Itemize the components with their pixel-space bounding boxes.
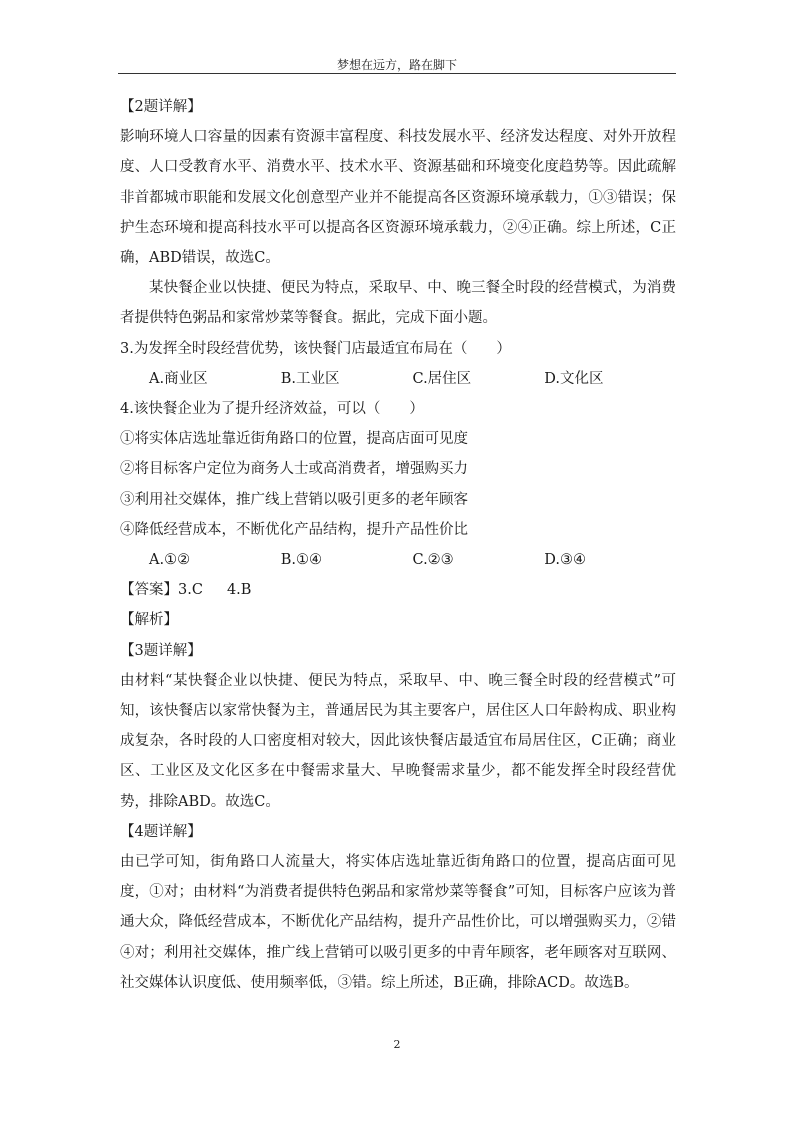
q3-option-d: D.文化区 — [544, 370, 604, 387]
answer-label: 【答案】 — [120, 582, 178, 599]
q3-detail-heading: 【3题详解】 — [120, 642, 202, 659]
page-number: 2 — [393, 1038, 401, 1051]
answer-q4: 4.B — [226, 582, 252, 599]
q4-statement-4: ④降低经营成本，不断优化产品结构，提升产品性价比 — [120, 521, 468, 538]
q3-stem: 3.为发挥全时段经营优势，该快餐门店最适宜布局在（ ） — [120, 340, 511, 357]
q4-detail-body: 由已学可知，街角路口人流量大，将实体店选址靠近街角路口的位置，提高店面可见度，①对；由材料“为消费者提供特色粥品和家常炒菜等餐食”可知，目标客户应该为普通大众，降低经营成本，不断优化产品结构，提升产品性价比，可以增强购买力，②错④对；利用社交媒体，推广线上营销可以吸引更多的中青年顾客，老年顾客对互联网、社交媒体认识度低、使用频率低，③错。综上所述，B正确，排除ACD。故选B。 — [120, 854, 676, 991]
q4-option-c: C.②③ — [412, 552, 454, 569]
q3-detail-body: 由材料“某快餐企业以快捷、便民为特点，采取早、中、晚三餐全时段的经营模式”可知，该快餐店以家常快餐为主，普通居民为其主要客户，居住区人口年龄构成、职业构成复杂，各时段的人口密度相对较大，因此该快餐店最适宜布局居住区，C正确；商业区、工业区及文化区多在中餐需求量大、早晚餐需求量少，都不能发挥全时段经营优势，排除ABD。故选C。 — [120, 672, 676, 810]
q4-statement-1: ①将实体店选址靠近街角路口的位置，提高店面可见度 — [120, 431, 468, 448]
header-divider — [118, 73, 676, 74]
document-body — [120, 92, 676, 998]
answer-line — [120, 575, 676, 605]
answer-q3: 3.C — [178, 582, 203, 599]
q3-option-b: B.工业区 — [280, 370, 340, 387]
analysis-heading: 【解析】 — [120, 612, 178, 629]
q4-statement-3: ③利用社交媒体，推广线上营销以吸引更多的老年顾客 — [120, 491, 468, 508]
q4-detail-heading: 【4题详解】 — [120, 823, 202, 840]
q4-option-d: D.③④ — [544, 552, 586, 569]
q4-stem: 4.该快餐企业为了提升经济效益，可以（ ） — [120, 401, 424, 418]
q4-option-a: A.①② — [149, 552, 191, 569]
q4-option-b: B.①④ — [280, 552, 323, 569]
q3-option-a: A.商业区 — [149, 370, 208, 387]
q2-detail-heading: 【2题详解】 — [120, 99, 202, 115]
page-header: 梦想在远方，路在脚下 — [336, 58, 457, 72]
q4-options — [120, 545, 676, 575]
q2-detail-body: 影响环境人口容量的因素有资源丰富程度、科技发展水平、经济发达程度、对外开放程度、人口受教育水平、消费水平、技术水平、资源基础和环境变化度趋势等。因此疏解非首都城市职能和发展文化创意型产业并不能提高各区资源环境承载力，①③错误；保护生态环境和提高科技水平可以提高各区资源环境承载力，②④正确。综上所述，C正确，ABD错误，故选C。 — [120, 129, 676, 267]
q4-statement-2: ②将目标客户定位为商务人士或高消费者，增强购买力 — [120, 461, 468, 478]
material-paragraph: 某快餐企业以快捷、便民为特点，采取早、中、晚三餐全时段的经营模式，为消费者提供特色粥品和家常炒菜等餐食。据此，完成下面小题。 — [120, 280, 676, 327]
q3-options — [120, 364, 676, 394]
q3-option-c: C.居住区 — [412, 370, 472, 387]
